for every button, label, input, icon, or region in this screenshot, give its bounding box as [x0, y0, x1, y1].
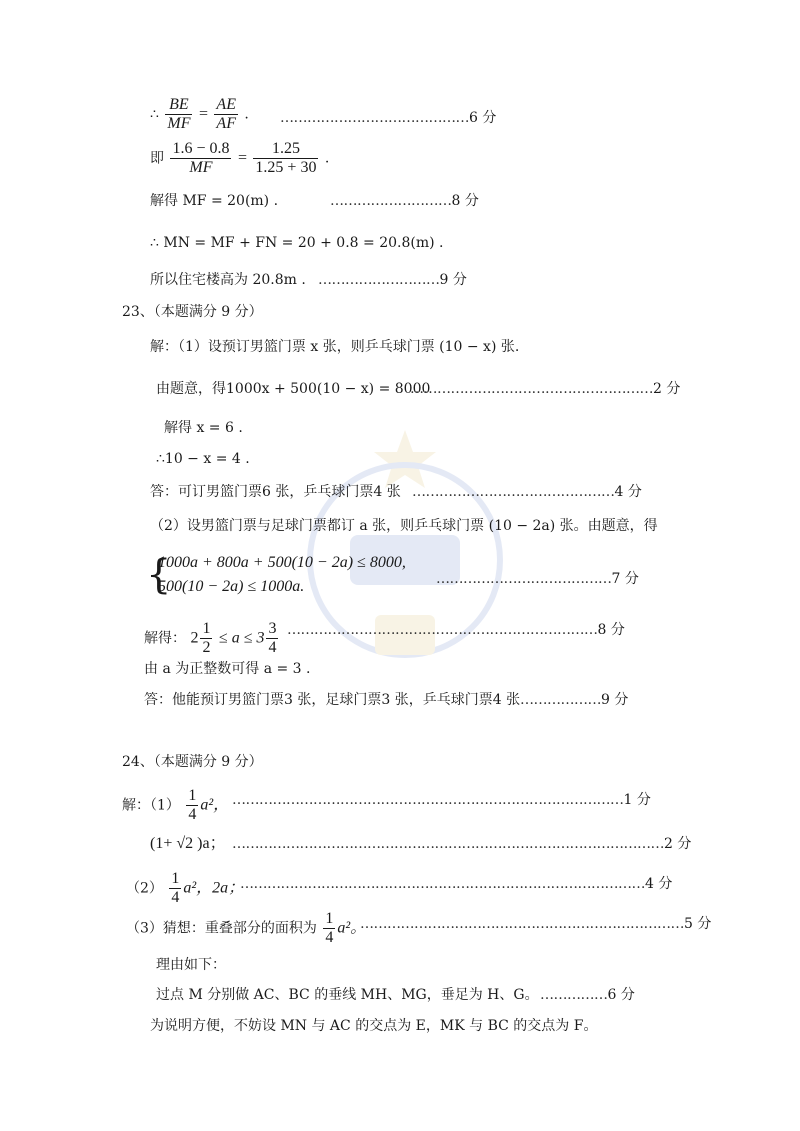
score-7-row — [436, 569, 639, 589]
q23-answer-2: 答：他能预订男篮门票3 张，足球门票3 张，乒乓球门票4 张 — [144, 692, 521, 708]
fraction-denominator: 4 — [188, 806, 197, 823]
solve-mf-line — [150, 191, 278, 211]
leader-dots: ……………………………………… — [412, 484, 615, 500]
score-label: 2 分 — [653, 381, 681, 397]
expression: (1+ √2 )a； — [150, 835, 226, 852]
score-1-row — [232, 790, 651, 810]
score-8b-row — [287, 620, 625, 640]
question-23-header: 23、（本题满分 9 分） — [122, 304, 263, 320]
fraction-numerator: 1 — [171, 870, 180, 887]
leader-dots: ……………………… — [330, 193, 452, 209]
fraction-denominator: MF — [189, 159, 213, 176]
score-label: 2 分 — [664, 836, 692, 852]
fraction-numerator: 3 — [268, 620, 277, 637]
score-6-row — [280, 108, 496, 128]
score-8-row — [330, 191, 479, 211]
left-brace: { — [146, 552, 172, 598]
score-5-row — [360, 914, 711, 934]
q24-part1b-line — [150, 834, 226, 854]
reason-intro: 理由如下： — [156, 957, 226, 973]
fraction-denominator: 1.25 + 30 — [255, 159, 317, 176]
score-label: 7 分 — [611, 571, 639, 587]
fraction-numerator: AE — [216, 96, 236, 113]
score-2-row — [410, 379, 680, 399]
expression-tail: a²，2a； — [183, 879, 245, 897]
q24-part3-conjecture — [126, 910, 366, 947]
whole-number: 2 — [190, 629, 199, 647]
leader-dots: ………………………………… — [436, 571, 612, 587]
q24-part1-line — [122, 787, 229, 824]
line-end: . — [324, 150, 330, 167]
integer-conclusion: 由 a 为正整数可得 a = 3 . — [144, 661, 311, 677]
inequality-middle: ≤ a ≤ 3 — [218, 629, 265, 647]
conclusion-line — [150, 270, 306, 290]
leader-dots: …………………………………………………………… — [287, 622, 598, 638]
inequality-row-1: 1000a + 800a + 500(10 − 2a) ≤ 8000, — [158, 554, 406, 571]
score-label: 9 分 — [601, 692, 629, 708]
fraction-numerator: 1 — [202, 620, 211, 637]
expression-tail: a²。 — [337, 919, 367, 937]
leader-dots: …………… — [540, 987, 608, 1003]
question-24-header: 24、（本题满分 9 分） — [122, 754, 263, 770]
solution-text: 所以住宅楼高为 20.8m . — [150, 272, 306, 288]
equals-sign: = — [237, 149, 247, 167]
line-prefix: 即 — [150, 150, 164, 167]
leader-dots: ……………………… — [318, 272, 440, 288]
fraction-denominator: 4 — [268, 639, 277, 656]
substitution-line — [150, 140, 329, 177]
fraction-numerator: BE — [165, 96, 192, 115]
line-end: . — [244, 106, 249, 123]
therefore-symbol: ∴ — [150, 106, 159, 123]
q24-part2-line — [126, 870, 244, 907]
line-prefix: 解：（1） — [122, 797, 180, 814]
solution-range-line — [144, 620, 280, 657]
score-label: 6 分 — [469, 110, 497, 126]
leader-dots: …………………………………………………………………………………… — [232, 836, 664, 852]
expression-tail: a²， — [200, 796, 230, 814]
solution-text: 解得 MF = 20(m) . — [150, 193, 279, 209]
compute-remaining-line: ∴10 − x = 4 . — [156, 451, 250, 467]
fraction-denominator: 4 — [171, 889, 180, 906]
fraction-numerator: 1.25 — [253, 140, 318, 159]
score-4b-row — [240, 874, 672, 894]
score-6b-row — [540, 985, 635, 1005]
leader-dots: ……………… — [520, 692, 601, 708]
equals-sign: = — [198, 105, 208, 123]
score-label: 6 分 — [607, 987, 635, 1003]
line-prefix: （3）猜想：重叠部分的面积为 — [126, 920, 317, 937]
score-4-row — [412, 482, 642, 502]
score-2b-row — [232, 834, 691, 854]
fraction-numerator: 1.6 − 0.8 — [172, 140, 230, 157]
leader-dots: ……………………………………………… — [410, 381, 653, 397]
q23-equation: 由题意，得1000x + 500(10 − x) = 8000 — [156, 381, 431, 397]
fraction-denominator: 2 — [202, 639, 211, 656]
score-label: 4 分 — [645, 876, 673, 892]
q23-answer-1: 答：可订男篮门票6 张，乒乓球门票4 张 — [150, 484, 401, 500]
leader-dots: …………………………………… — [280, 110, 469, 126]
perpendicular-construction: 过点 M 分别做 AC、BC 的垂线 MH、MG，垂足为 H、G。 — [156, 987, 539, 1003]
score-label: 5 分 — [684, 916, 712, 932]
fraction-denominator: AF — [216, 115, 236, 132]
fraction-numerator: 1 — [325, 910, 334, 927]
solve-x-line: 解得 x = 6 . — [164, 420, 243, 436]
intersection-assumption: 为说明方便，不妨设 MN 与 AC 的交点为 E，MK 与 BC 的交点为 F。 — [150, 1018, 598, 1034]
q23-part2-setup: （2）设男篮门票与足球门票都订 a 张，则乒乓球门票 (10 − 2a) 张。由题意，得 — [150, 518, 658, 534]
ratio-line — [150, 96, 249, 133]
leader-dots: …………………………………………………………………………… — [232, 792, 624, 808]
score-label: 1 分 — [623, 792, 651, 808]
score-9b-row — [520, 690, 628, 710]
solution-text: ∴ MN = MF + FN = 20 + 0.8 = 20.8(m) . — [150, 235, 444, 251]
line-prefix: 解得： — [144, 630, 186, 647]
mn-result-line — [150, 233, 443, 253]
fraction-numerator: 1 — [188, 787, 197, 804]
q23-part1-setup: 解：（1）设预订男篮门票 x 张，则乒乓球门票 (10 − x) 张. — [150, 339, 520, 355]
score-label: 4 分 — [614, 484, 642, 500]
fraction-denominator: MF — [167, 115, 191, 132]
line-prefix: （2） — [126, 880, 163, 897]
fraction-denominator: 4 — [325, 929, 334, 946]
leader-dots: ……………………………………………………………………………… — [240, 876, 645, 892]
inequality-system — [146, 554, 436, 604]
score-9-row — [318, 270, 467, 290]
leader-dots: ……………………………………………………………… — [360, 916, 684, 932]
score-label: 8 分 — [451, 193, 479, 209]
score-label: 8 分 — [597, 622, 625, 638]
inequality-row-2: 500(10 − 2a) ≤ 1000a. — [158, 578, 305, 595]
score-label: 9 分 — [439, 272, 467, 288]
